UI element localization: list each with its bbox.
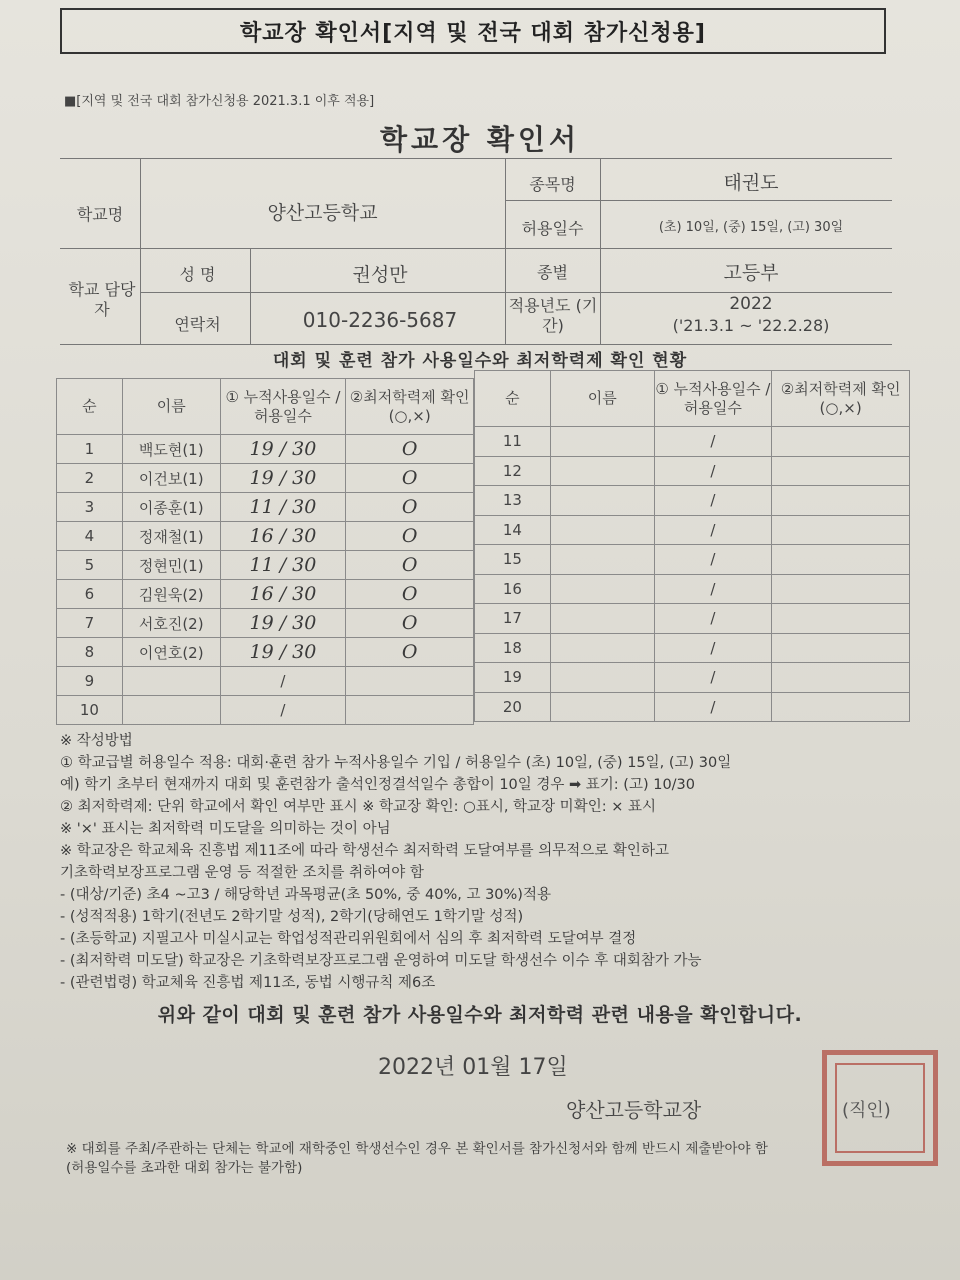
rule (60, 344, 892, 345)
row-number: 17 (475, 604, 551, 634)
form-title: 학교장 확인서 (379, 123, 581, 156)
table-row (57, 522, 474, 551)
name-label: 성 명 (179, 265, 216, 284)
student-name: 백도현(1) (122, 435, 220, 464)
usage-days: / (654, 427, 772, 457)
student-name: 정현민(1) (122, 551, 220, 580)
row-number: 11 (475, 427, 551, 457)
col-min: ②최저학력제 확인(○,×) (772, 371, 910, 427)
footer-note (66, 1140, 768, 1178)
manager-label: 학교 담당자 (68, 280, 136, 319)
min-academic-check (346, 667, 474, 696)
student-name (550, 692, 654, 722)
table-row (57, 551, 474, 580)
instruction-line: - (성적적용) 1학기(전년도 2학기말 성적), 2학기(당해연도 1학기말 성적) (60, 909, 524, 925)
row-number: 14 (475, 515, 551, 545)
table-row (475, 486, 910, 516)
min-academic-check (772, 604, 910, 634)
row-number: 15 (475, 545, 551, 575)
table-row (475, 427, 910, 457)
col-days: ① 누적사용일수 /허용일수 (654, 371, 772, 427)
usage-days: / (654, 515, 772, 545)
min-academic-check (772, 663, 910, 693)
min-academic-check: O (346, 435, 474, 464)
student-name (550, 545, 654, 575)
col-no: 순 (57, 379, 123, 435)
rule (60, 158, 892, 159)
school-value: 양산고등학교 (267, 202, 378, 224)
instruction-line: ※ 학교장은 학교체육 진흥법 제11조에 따라 학생선수 최저학력 도달여부를 의무적으로 확인하고 (60, 843, 669, 859)
rule (60, 248, 892, 249)
student-name: 김원욱(2) (122, 580, 220, 609)
table-row (57, 609, 474, 638)
min-academic-check (772, 692, 910, 722)
student-name (550, 633, 654, 663)
confirmation-statement: 위와 같이 대회 및 훈련 참가 사용일수와 최저학력 관련 내용을 확인합니다. (157, 1004, 803, 1026)
row-number: 19 (475, 663, 551, 693)
principal-name: 양산고등학교장 (566, 1098, 702, 1122)
usage-days: / (220, 667, 346, 696)
usage-days: / (654, 692, 772, 722)
instruction-line: - (최저학력 미도달) 학교장은 기초학력보장프로그램 운영하여 미도달 학생선수 이수 후 대회참가 가능 (60, 953, 702, 969)
min-academic-check (772, 427, 910, 457)
instruction-line: ① 학교급별 허용일수 적용: 대회·훈련 참가 누적사용일수 기입 / 허용일수 (초) 10일, (중) 15일, (고) 30일 (60, 755, 732, 771)
usage-days: / (654, 633, 772, 663)
instruction-line: - (초등학교) 지필고사 미실시교는 학업성적관리위원회에서 심의 후 최저학력 도달여부 결정 (60, 931, 637, 947)
period-value: ('21.3.1 ~ '22.2.28) (672, 316, 830, 335)
instruction-line: 기초학력보장프로그램 운영 등 적절한 조치를 취하여야 함 (60, 865, 424, 881)
min-academic-check: O (346, 551, 474, 580)
min-academic-check (772, 515, 910, 545)
division-value: 고등부 (723, 262, 779, 284)
min-academic-check: O (346, 493, 474, 522)
status-table-right (474, 370, 910, 722)
apply-note: ■[지역 및 전국 대회 참가신청용 2021.3.1 이후 적용] (64, 94, 375, 109)
col-name: 이름 (550, 371, 654, 427)
footer-line: (허용일수를 초과한 대회 참가는 불가함) (66, 1160, 303, 1176)
rule (140, 158, 141, 344)
row-number: 7 (57, 609, 123, 638)
usage-days: / (654, 545, 772, 575)
table-row (57, 638, 474, 667)
min-academic-check: O (346, 638, 474, 667)
allowed-label: 허용일수 (521, 219, 584, 238)
rule (505, 200, 892, 201)
table-row (475, 456, 910, 486)
student-name (550, 604, 654, 634)
row-number: 12 (475, 456, 551, 486)
min-academic-check: O (346, 609, 474, 638)
row-number: 5 (57, 551, 123, 580)
table-row (475, 663, 910, 693)
row-number: 4 (57, 522, 123, 551)
table-row (57, 493, 474, 522)
col-name: 이름 (122, 379, 220, 435)
row-number: 6 (57, 580, 123, 609)
rule (600, 158, 601, 344)
footer-line: ※ 대회를 주최/주관하는 단체는 학교에 재학중인 학생선수인 경우 본 확인서를 참가신청서와 함께 반드시 제출받아야 함 (66, 1141, 768, 1157)
usage-days: 19 / 30 (220, 464, 346, 493)
usage-days: 16 / 30 (220, 522, 346, 551)
row-number: 2 (57, 464, 123, 493)
row-number: 3 (57, 493, 123, 522)
min-academic-check: O (346, 522, 474, 551)
min-academic-check (772, 456, 910, 486)
status-section-title: 대회 및 훈련 참가 사용일수와 최저학력제 확인 현황 (272, 351, 688, 371)
instruction-line: 예) 학기 초부터 현재까지 대회 및 훈련참가 출석인정결석일수 총합이 10일 경우 ➡ 표기: (고) 10/30 (60, 777, 696, 793)
seal-label: (직인) (842, 1100, 891, 1121)
contact-label: 연락처 (174, 315, 221, 334)
event-label: 종목명 (529, 175, 576, 194)
student-name (550, 456, 654, 486)
row-number: 8 (57, 638, 123, 667)
row-number: 20 (475, 692, 551, 722)
table-row (57, 696, 474, 725)
student-name: 정재철(1) (122, 522, 220, 551)
table-row (57, 580, 474, 609)
table-row (475, 515, 910, 545)
student-name (550, 486, 654, 516)
table-row (57, 435, 474, 464)
student-name: 이건보(1) (122, 464, 220, 493)
usage-days: 16 / 30 (220, 580, 346, 609)
usage-days: / (654, 604, 772, 634)
contact-value: 010-2236-5687 (302, 308, 458, 332)
table-row (475, 545, 910, 575)
min-academic-check: O (346, 580, 474, 609)
col-no: 순 (475, 371, 551, 427)
rule (250, 248, 251, 344)
allowed-value: (초) 10일, (중) 15일, (고) 30일 (658, 220, 844, 235)
table-row (57, 464, 474, 493)
usage-days: 11 / 30 (220, 551, 346, 580)
rule (140, 292, 892, 293)
instruction-line: ※ 작성방법 (60, 733, 133, 749)
student-name: 이종훈(1) (122, 493, 220, 522)
usage-days: 11 / 30 (220, 493, 346, 522)
min-academic-check (772, 545, 910, 575)
student-name: 이연호(2) (122, 638, 220, 667)
document-title-box: 학교장 확인서[지역 및 전국 대회 참가신청용] (60, 8, 886, 54)
col-min: ②최저학력제 확인(○,×) (346, 379, 474, 435)
issue-date: 2022년 01월 17일 (378, 1055, 568, 1080)
usage-days: 19 / 30 (220, 609, 346, 638)
row-number: 16 (475, 574, 551, 604)
usage-days: 19 / 30 (220, 435, 346, 464)
table-row (475, 604, 910, 634)
instruction-line: ※ '×' 표시는 최저학력 미도달을 의미하는 것이 아님 (60, 821, 391, 837)
row-number: 9 (57, 667, 123, 696)
col-days: ① 누적사용일수 /허용일수 (220, 379, 346, 435)
table-row (475, 692, 910, 722)
name-value: 권성만 (352, 264, 408, 286)
division-label: 종별 (537, 263, 568, 282)
min-academic-check: O (346, 464, 474, 493)
instruction-line: ② 최저학력제: 단위 학교에서 확인 여부만 표시 ※ 학교장 확인: ○표시, 학교장 미확인: × 표시 (60, 799, 656, 815)
instructions (60, 730, 930, 994)
usage-days: / (220, 696, 346, 725)
min-academic-check (346, 696, 474, 725)
status-table-left (56, 378, 474, 725)
row-number: 1 (57, 435, 123, 464)
min-academic-check (772, 486, 910, 516)
row-number: 10 (57, 696, 123, 725)
row-number: 13 (475, 486, 551, 516)
student-name (550, 663, 654, 693)
min-academic-check (772, 574, 910, 604)
usage-days: / (654, 663, 772, 693)
usage-days: / (654, 486, 772, 516)
min-academic-check (772, 633, 910, 663)
row-number: 18 (475, 633, 551, 663)
student-name (550, 574, 654, 604)
student-name (122, 696, 220, 725)
year-label: 적용년도 (기간) (508, 296, 598, 335)
student-name (122, 667, 220, 696)
usage-days: 19 / 30 (220, 638, 346, 667)
usage-days: / (654, 456, 772, 486)
usage-days: / (654, 574, 772, 604)
event-value: 태권도 (723, 172, 779, 194)
student-name (550, 427, 654, 457)
table-row (475, 574, 910, 604)
instruction-line: - (대상/기준) 초4 ~고3 / 해당학년 과목평균(초 50%, 중 40%, 고 30%)적용 (60, 887, 551, 903)
year-value: 2022 (729, 294, 773, 314)
table-row (475, 633, 910, 663)
table-row (57, 667, 474, 696)
school-label: 학교명 (76, 205, 124, 224)
student-name: 서호진(2) (122, 609, 220, 638)
instruction-line: - (관련법령) 학교체육 진흥법 제11조, 동법 시행규칙 제6조 (60, 975, 436, 991)
student-name (550, 515, 654, 545)
